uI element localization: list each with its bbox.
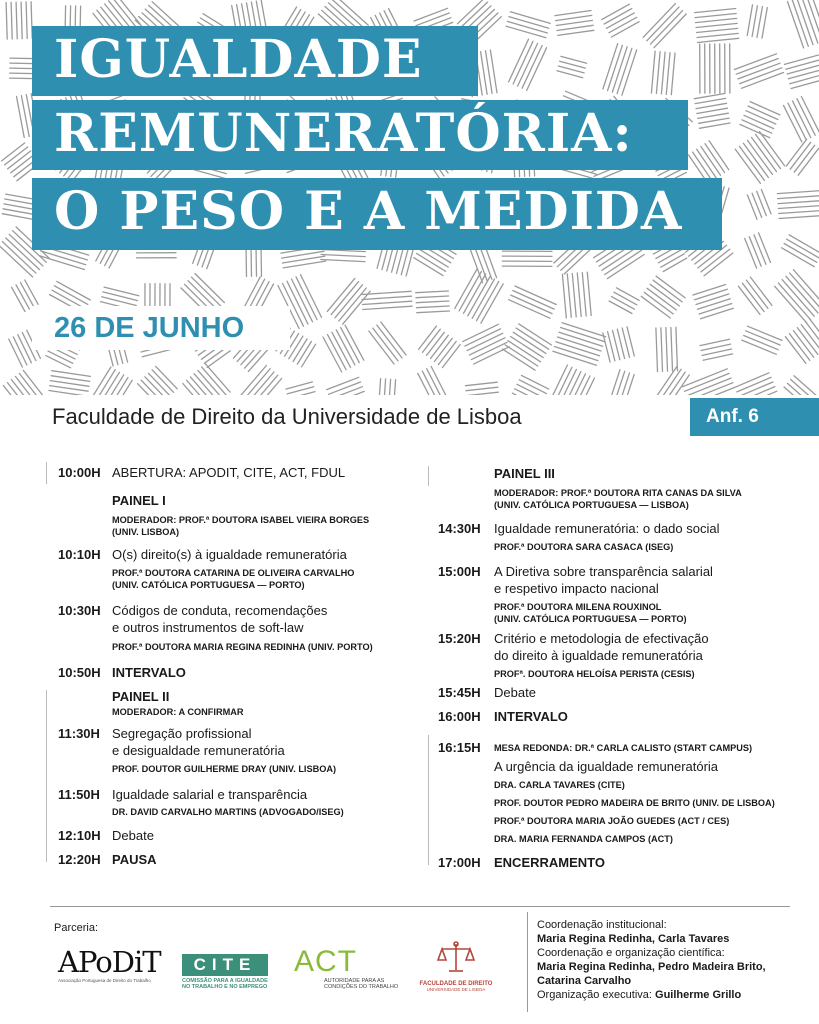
agenda-item: Códigos de conduta, recomendações — [112, 603, 328, 618]
moderator-affiliation: (UNIV. LISBOA) — [112, 527, 180, 537]
room-badge: Anf. 6 — [690, 398, 819, 436]
time: 16:15H — [438, 740, 481, 755]
agenda-item: Igualdade salarial e transparência — [112, 787, 308, 802]
title-line-2: REMUNERATÓRIA: — [54, 103, 633, 164]
agenda-item: Debate — [494, 685, 536, 700]
agenda-item-cont: e outros instrumentos de soft-law — [112, 620, 304, 635]
speaker: PROF.ª DOUTORA CATARINA DE OLIVEIRA CARVALHO — [112, 568, 355, 578]
time: 12:20H — [58, 852, 101, 867]
agenda-item: ENCERRAMENTO — [494, 855, 605, 870]
credit-names: Maria Regina Redinha, Pedro Madeira Brito, — [537, 961, 766, 973]
apodit-subtitle: Associação Portuguesa de Direito do Trabalho — [58, 978, 151, 983]
moderator: MODERADOR: PROF.ª DOUTORA RITA CANAS DA SILVA — [494, 488, 742, 498]
credit-label: Coordenação e organização científica: — [537, 947, 725, 959]
footer-divider — [50, 906, 790, 907]
left-divider-2 — [46, 690, 47, 862]
agenda-item: Debate — [112, 828, 154, 843]
speaker: DRA. MARIA FERNANDA CAMPOS (ACT) — [494, 834, 673, 844]
time: 14:30H — [438, 521, 481, 536]
speaker: PROF.ª DOUTORA MILENA ROUXINOL — [494, 602, 662, 612]
cite-subtitle-1: COMISSÃO PARA A IGUALDADE — [182, 978, 268, 984]
credits-divider — [527, 912, 528, 1012]
agenda-item: ABERTURA: APODIT, CITE, ACT, FDUL — [112, 465, 346, 480]
time: 15:00H — [438, 564, 481, 579]
cite-subtitle-2: NO TRABALHO E NO EMPREGO — [182, 984, 268, 990]
cite-wordmark: CITE — [182, 954, 268, 976]
act-wordmark-text: ACT — [294, 945, 357, 978]
scales-of-justice-icon — [436, 940, 476, 976]
panel-heading: PAINEL III — [494, 466, 555, 481]
title-band-2 — [32, 100, 688, 170]
speaker: DRA. CARLA TAVARES (CITE) — [494, 780, 625, 790]
speaker-affiliation: (UNIV. CATÓLICA PORTUGUESA — PORTO) — [494, 614, 687, 624]
cite-logo — [182, 954, 268, 994]
time: 11:50H — [58, 787, 100, 802]
right-divider-2 — [428, 735, 429, 865]
title-band-3 — [32, 178, 722, 250]
time: 17:00H — [438, 855, 481, 870]
event-date: 26 DE JUNHO — [32, 306, 290, 350]
credit-names: Maria Regina Redinha, Carla Tavares — [537, 933, 730, 945]
title-band-1 — [32, 26, 478, 96]
apodit-logo — [58, 945, 161, 992]
act-subtitle-1: AUTORIDADE PARA AS — [324, 978, 385, 984]
agenda-item-cont: e desigualdade remuneratória — [112, 743, 285, 758]
speaker: PROF.ª DOUTORA SARA CASACA (ISEG) — [494, 542, 674, 552]
time: 10:10H — [58, 547, 101, 562]
credit-label: Organização executiva: — [537, 989, 652, 1001]
left-divider-1 — [46, 462, 47, 484]
agenda-item-cont: do direito à igualdade remuneratória — [494, 648, 703, 663]
time: 10:00H — [58, 465, 101, 480]
fdul-name: FACULDADE DE DIREITO — [419, 981, 493, 987]
moderator: MODERADOR: A CONFIRMAR — [112, 707, 244, 717]
panel-heading: PAINEL I — [112, 493, 166, 508]
agenda-item: Igualdade remuneratória: o dado social — [494, 521, 720, 536]
agenda-item: INTERVALO — [494, 709, 568, 724]
credit-executive — [537, 988, 741, 1002]
speaker: PROF. DOUTOR GUILHERME DRAY (UNIV. LISBOA) — [112, 764, 337, 774]
speaker: PROFª. DOUTORA HELOÍSA PERISTA (CESIS) — [494, 669, 695, 679]
agenda-item: A urgência da igualdade remuneratória — [494, 759, 719, 774]
act-subtitle-2: CONDIÇÕES DO TRABALHO — [324, 984, 399, 990]
agenda-item-cont: e respetivo impacto nacional — [494, 581, 659, 596]
moderator-affiliation: (UNIV. CATÓLICA PORTUGUESA — LISBOA) — [494, 500, 689, 510]
time: 11:30H — [58, 726, 100, 741]
speaker: PROF. DOUTOR PEDRO MADEIRA DE BRITO (UNIV. DE LISBOA) — [494, 798, 775, 808]
agenda-item: Critério e metodologia de efectivação — [494, 631, 709, 646]
act-logo — [294, 946, 398, 992]
agenda-item: O(s) direito(s) à igualdade remuneratória — [112, 547, 347, 562]
right-divider-1 — [428, 466, 429, 486]
agenda-item: INTERVALO — [112, 665, 186, 680]
round-table-moderator: MESA REDONDA: DR.ª CARLA CALISTO (START CAMPUS) — [494, 743, 753, 753]
act-wordmark — [294, 946, 398, 978]
fdul-university: UNIVERSIDADE DE LISBOA — [426, 987, 486, 992]
title-line-1: IGUALDADE — [54, 29, 423, 90]
moderator: MODERADOR: PROF.ª DOUTORA ISABEL VIEIRA BORGES — [112, 515, 370, 525]
speaker-affiliation: (UNIV. CATÓLICA PORTUGUESA — PORTO) — [112, 580, 305, 590]
apodit-wordmark: APoDiT — [58, 945, 161, 979]
speaker: DR. DAVID CARVALHO MARTINS (ADVOGADO/ISEG) — [112, 807, 344, 817]
venue: Faculdade de Direito da Universidade de Lisboa — [52, 404, 522, 429]
time: 15:45H — [438, 685, 481, 700]
speaker: PROF.ª DOUTORA MARIA JOÃO GUEDES (ACT / CES) — [494, 816, 730, 826]
fdul-logo — [418, 940, 494, 1000]
time: 10:30H — [58, 603, 101, 618]
title-line-3: O PESO E A MEDIDA — [54, 181, 683, 242]
time: 12:10H — [58, 828, 101, 843]
credit-label: Coordenação institucional: — [537, 919, 667, 931]
agenda-item: Segregação profissional — [112, 726, 252, 741]
agenda-item: A Diretiva sobre transparência salarial — [494, 564, 713, 579]
speaker: PROF.ª DOUTORA MARIA REGINA REDINHA (UNIV. PORTO) — [112, 642, 373, 652]
credit-names: Catarina Carvalho — [537, 975, 632, 987]
time: 10:50H — [58, 665, 101, 680]
panel-heading: PAINEL II — [112, 689, 170, 704]
agenda-item: PAUSA — [112, 852, 157, 867]
time: 16:00H — [438, 709, 481, 724]
partners-label: Parceria: — [54, 922, 99, 934]
credit-names: Guilherme Grillo — [655, 989, 742, 1001]
time: 15:20H — [438, 631, 481, 646]
